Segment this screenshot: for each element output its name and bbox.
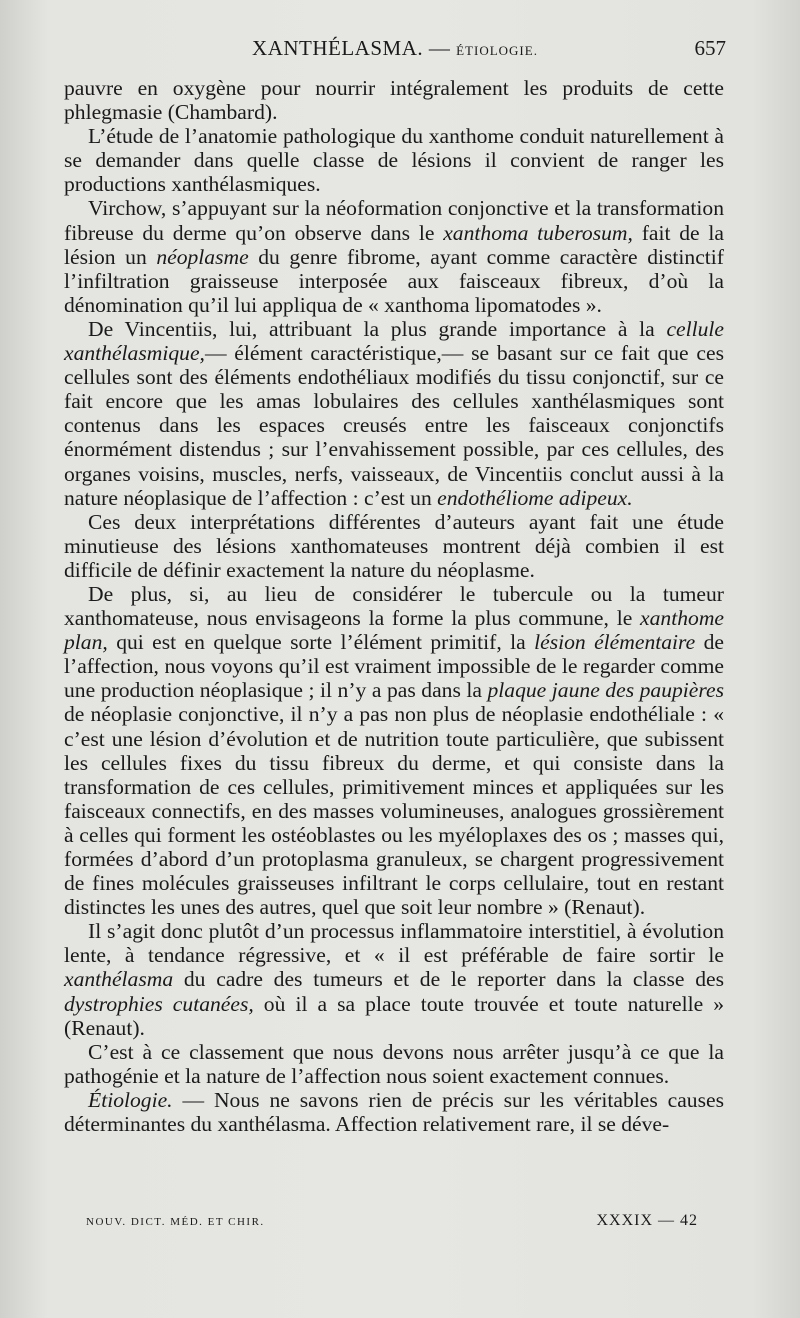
- running-header: [64, 36, 726, 66]
- body-text: [64, 76, 724, 1136]
- header-title: XANTHÉLASMA. —: [252, 36, 451, 60]
- footer-publication: NOUV. DICT. MÉD. ET CHIR.: [86, 1216, 265, 1228]
- paragraph: [64, 76, 724, 124]
- paragraph: [64, 1088, 724, 1136]
- text-run: Ces deux interprétations différentes d’auteurs ayant fait une étude minutieuse des lésions xanthomateuses montrent déjà combien il est difficile de définir exactement la nature du néoplasme.: [64, 509, 724, 582]
- text-run: de néoplasie conjonctive, il n’y a pas non plus de néoplasie endothéliale : « c’est une lésion d’évolution et de nutrition toute particulière, que subissent les cellules fixes du tissu fibreux du derme, et qui consiste dans la transformation de ces cellules, primitivement minces et appliquées sur les faisceaux connectifs, en des masses volumineuses, analogues grossièrement à celles qui forment les ostéoblastes ou les myéloplaxes des os ; masses qui, formées d’abord d’un protoplasma granuleux, se chargent progressivement de fines molécules graisseuses infiltrant le corps cellulaire, tout en restant distinctes les unes des autres, quel que soit leur nombre » (Renaut).: [64, 702, 724, 920]
- italic-run: lésion élémentaire: [534, 630, 696, 655]
- italic-run: plaque jaune des paupières: [487, 678, 724, 703]
- text-run: — élément caractéristique,— se basant sur ce fait que ces cellules sont des éléments endothéliaux modifiés du tissu conjonctif, sur ce fait encore que les amas lobulaires des cellules xanthélasmiques sont contenus dans les espaces creusés entre les faisceaux conjonctifs énormément distendus ; sur l’envahissement possible, par ces cellules, des organes voisins, muscles, nerfs, vaisseaux, de Vincentiis conclut aussi à la nature néoplasique de l’affection : c’est un: [64, 341, 724, 510]
- italic-run: dystrophies cutanées,: [64, 991, 254, 1016]
- paragraph: [64, 919, 724, 1039]
- footer-signature: XXXIX — 42: [596, 1212, 698, 1229]
- text-run: où il a sa place toute trouvée et toute naturelle » (Renaut).: [64, 991, 725, 1040]
- running-title: [64, 36, 726, 61]
- text-run: L’étude de l’anatomie pathologique du xanthome conduit naturellement à se demander dans quelle classe de lésions il convient de ranger les productions xanthélasmiques.: [64, 124, 724, 197]
- italic-run: cellule xanthélasmique,: [64, 316, 724, 366]
- text-run: du cadre des tumeurs et de le reporter dans la classe des: [173, 967, 724, 992]
- paragraph: [64, 510, 724, 582]
- text-run: pauvre en oxygène pour nourrir intégralement les produits de cette phlegmasie (Chambard).: [64, 76, 724, 125]
- text-run: du genre fibrome, ayant comme caractère distinctif l’infiltration graisseuse interposée aux faisceaux fibreux, d’où la dénomination qu’il lui appliqua de « xanthoma lipomatodes ».: [64, 244, 724, 317]
- italic-run: néoplasme: [156, 244, 249, 269]
- text-run: de l’affection, nous voyons qu’il est vraiment impossible de le regarder comme une production néoplasique ; il n’y a pas dans la: [64, 630, 725, 703]
- text-run: Il s’agit donc plutôt d’un processus inflammatoire interstitiel, à évolution lente, à tendance régressive, et « il est préférable de faire sortir le: [64, 919, 724, 968]
- italic-run: xanthélasma: [64, 967, 174, 992]
- text-run: De plus, si, au lieu de considérer le tubercule ou la tumeur xanthomateuse, nous envisageons la forme la plus commune, le: [64, 581, 724, 631]
- italic-run: xanthoma tuberosum,: [443, 220, 633, 245]
- text-run: C’est à ce classement que nous devons nous arrêter jusqu’à ce que la pathogénie et la nature de l’affection nous soient exactement connues.: [64, 1039, 724, 1088]
- italic-run: endothéliome adipeux.: [437, 485, 633, 510]
- paragraph: [64, 317, 724, 510]
- text-run: Virchow, s’appuyant sur la néoformation conjonctive et la transformation fibreuse du derme qu’on observe dans le: [64, 196, 724, 245]
- paragraph: [64, 124, 724, 196]
- text-run: qui est en quelque sorte l’élément primitif, la: [107, 630, 535, 655]
- text-run: fait de la lésion un: [64, 220, 724, 269]
- page-number: 657: [694, 36, 726, 60]
- paragraph: [64, 1040, 724, 1088]
- page-footer: [86, 1212, 726, 1236]
- paragraph: [64, 196, 724, 316]
- paragraph: [64, 582, 724, 919]
- text-run: De Vincentiis, lui, attribuant la plus grande importance à la: [88, 316, 667, 341]
- italic-run: xanthome plan,: [64, 606, 724, 655]
- header-subtitle: ÉTIOLOGIE.: [456, 43, 538, 58]
- italic-run: Étiologie.: [88, 1087, 173, 1112]
- text-run: — Nous ne savons rien de précis sur les véritables causes déterminantes du xanthélasma. Affection relativement rare, il se déve-: [64, 1087, 724, 1137]
